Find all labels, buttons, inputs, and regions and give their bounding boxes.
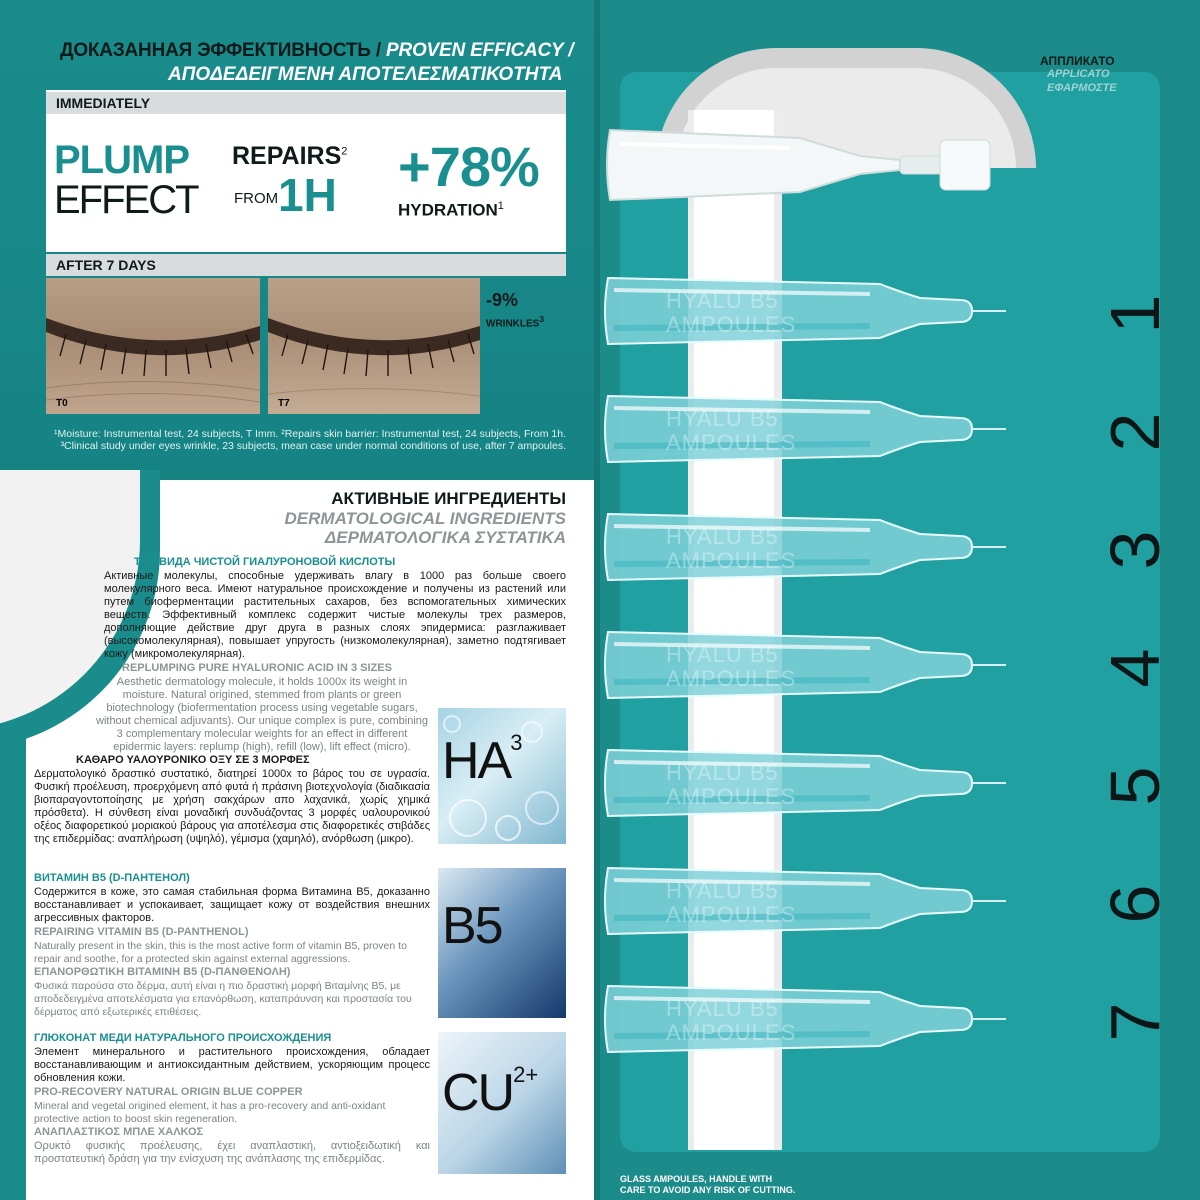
plump-text: PLUMP — [54, 138, 189, 182]
hydration-label: HYDRATION — [398, 200, 498, 220]
band-immediately: IMMEDIATELY — [46, 92, 566, 114]
ampoule-2[interactable] — [600, 386, 1010, 472]
left-panel — [0, 0, 594, 1200]
ampoule-glass — [600, 386, 1010, 472]
ha-en-body: Aesthetic dermatology molecule, it holds 1000x its weight in moisture. Natural origined, stemmed from plants or green biotechnology (biofermentation process using vegetable sugars, without chemical adjuvants). Our unique complex is pure, combining 3 complementary molecular weights for an effect in different epidermic layers: replump (high), refill (low), lift effect (micro). — [96, 676, 428, 753]
ampoule-type: AMPOULES — [666, 312, 797, 337]
ampoule-glass — [600, 740, 1010, 826]
repairs-text — [232, 142, 347, 171]
wrinkles-value: -9% — [486, 290, 519, 310]
applicator[interactable] — [600, 100, 1000, 230]
ampoule-number-7: 7 — [1096, 1002, 1174, 1042]
applicator-label-en: APPLICATO — [1047, 68, 1110, 80]
ampoule-brand: HYALU B5 — [666, 642, 779, 667]
glass-warning-line1: GLASS AMPOULES, HANDLE WITH — [620, 1174, 773, 1184]
ampoule-type: AMPOULES — [666, 430, 797, 455]
repairs-label: REPAIRS — [232, 142, 342, 170]
one-hour-text: 1H — [278, 169, 337, 221]
ampoule-type: AMPOULES — [666, 902, 797, 927]
title-en: PROVEN EFFICACY / — [385, 40, 574, 61]
ha-tile-text — [442, 730, 523, 791]
ampoule-glass — [600, 268, 1010, 354]
cu-tile — [438, 1032, 566, 1174]
b5-gr-body: Φυσικά παρούσα στο δέρμα, αυτή είναι η πιο δραστική μορφή Βιταμίνης Β5, με αποδεδειγμένα αποτελέσματα για επανόρθωση, καταπράυνση και προστασία του δέρματος από εξωτερικές επιθέσεις. — [34, 980, 412, 1018]
eye-photo-t0 — [46, 278, 260, 414]
ampoule-type: AMPOULES — [666, 548, 797, 573]
ampoule-1[interactable] — [600, 268, 1010, 354]
ampoule-brand: HYALU B5 — [666, 288, 779, 313]
wrinkles-label: WRINKLES — [486, 318, 540, 330]
eye-photo-t7 — [268, 278, 480, 414]
glass-warning — [620, 1174, 795, 1196]
wrinkles-text — [486, 314, 544, 329]
ampoule-number-1: 1 — [1096, 294, 1174, 334]
cu-en-body: Mineral and vegetal origined element, it has a pro-recovery and anti-oxidant protective action to boost skin regeneration. — [34, 1100, 386, 1125]
ampoule-4[interactable] — [600, 622, 1010, 708]
ampoule-type: AMPOULES — [666, 1020, 797, 1045]
hydration-footnote-mark: 1 — [497, 200, 504, 212]
cu-en-title: PRO-RECOVERY NATURAL ORIGIN BLUE COPPER — [34, 1086, 303, 1098]
ampoule-glass — [600, 858, 1010, 944]
from-text: FROM — [234, 190, 279, 207]
ampoule-brand: HYALU B5 — [666, 406, 779, 431]
ampoule-7[interactable] — [600, 976, 1010, 1062]
b5-tile-text: B5 — [442, 897, 502, 955]
title-ru: ДОКАЗАННАЯ ЭФФЕКТИВНОСТЬ / — [60, 40, 386, 61]
b5-tile — [438, 868, 566, 1018]
ha-en-title: REPLUMPING PURE HYALURONIC ACID IN 3 SIZES — [122, 662, 392, 674]
ha-gr-title: ΚΑΘΑΡΟ ΥΑΛΟΥΡΟΝΙΚΟ ΟΞΥ ΣΕ 3 ΜΟΡΦΕΣ — [76, 754, 310, 766]
cu-ru-body: Элемент минерального и растительного происхождения, обладает восстанавливающим и антиоксидантным действием, ускоряющим процесс обновления кожи. — [34, 1046, 430, 1084]
ha-ru-title: ТРИ ВИДА ЧИСТОЙ ГИАЛУРОНОВОЙ КИСЛОТЫ — [134, 556, 396, 568]
ha-tile-sup: 3 — [510, 730, 523, 755]
ampoule-number-5: 5 — [1096, 766, 1174, 806]
t0-label: T0 — [56, 398, 68, 409]
applicator-label-ru: АППЛИКАТО — [1040, 54, 1115, 68]
title-line-1 — [60, 40, 573, 62]
ampoule-3[interactable] — [600, 504, 1010, 590]
ampoule-brand: HYALU B5 — [666, 878, 779, 903]
ampoule-brand: HYALU B5 — [666, 996, 779, 1021]
ingredients-heading-en: DERMATOLOGICAL INGREDIENTS — [284, 509, 566, 528]
ampoule-number-6: 6 — [1096, 884, 1174, 924]
ingredients-heading-gr: ΔΕΡΜΑΤΟΛΟΓΙΚΑ ΣΥΣΤΑΤΙΚΑ — [324, 528, 566, 547]
b5-ru-body: Содержится в коже, это самая стабильная форма Витамина В5, доказанно восстанавливает и успокаивает, защищает кожу от воздействия внешних агрессивных факторов. — [34, 886, 430, 924]
ha-gr-body: Δερματολογικό δραστικό συστατικό, διατηρεί 1000x το βάρος του σε υγρασία. Φυσική προέλευση, προερχόμενη από φυτά ή πράσινη βιοτεχνολογία (διαδικασία βιοπαραγοντοποίησης με χρήση σακχάρων απο λαχανικά, χωρίς χημικά πρόσθετα). Η σύνθεση είναι μοναδική συνδυάζοντας 3 μορφές υαλουρονικού οξέος διαφορετικού μοριακού βάρους για αποτέλεσμα στις διαφορετικές στιβάδες της επιδερμίδας: αναπλήρωση (υψηλό), γέμισμα (χαμηλό), ανόρθωση (μικρο). — [34, 768, 430, 845]
ha-tile — [438, 708, 566, 844]
glass-warning-line2: CARE TO AVOID ANY RISK OF CUTTING. — [620, 1185, 796, 1195]
ampoule-number-2: 2 — [1096, 412, 1174, 452]
ampoule-brand: HYALU B5 — [666, 760, 779, 785]
ampoule-5[interactable] — [600, 740, 1010, 826]
cu-ru-title: ГЛЮКОНАТ МЕДИ НАТУРАЛЬНОГО ПРОИСХОЖДЕНИЯ — [34, 1032, 332, 1044]
hydration-text — [398, 200, 504, 221]
ampoule-glass — [600, 622, 1010, 708]
b5-en-body: Naturally present in the skin, this is the most active form of vitamin B5, proven to repair and soothe, for a protected skin against external aggressions. — [34, 940, 407, 965]
b5-ru-title: ВИТАМИН В5 (D-ПАНТЕНОЛ) — [34, 872, 190, 884]
b5-gr-title: ΕΠΑΝΟΡΘΩΤΙΚΗ ΒΙΤΑΜΙΝΗ Β5 (D-ΠΑΝΘΕΝΟΛΗ) — [34, 966, 291, 978]
title-gr: ΑΠΟΔΕΔΕΙΓΜΕΝΗ ΑΠΟΤΕΛΕΣΜΑΤΙΚΟΤΗΤΑ — [168, 64, 563, 85]
ampoule-number-3: 3 — [1096, 530, 1174, 570]
ampoule-type: AMPOULES — [666, 666, 797, 691]
ampoule-6[interactable] — [600, 858, 1010, 944]
cu-gr-title: ΑΝΑΠΛΑΣΤΙΚΟΣ ΜΠΛΕ ΧΑΛΚΟΣ — [34, 1126, 204, 1138]
cu-tile-label: CU — [442, 1064, 514, 1122]
cu-tile-sup: 2+ — [513, 1062, 539, 1087]
footnote: ¹Moisture: Instrumental test, 24 subjects, T Imm. ²Repairs skin barrier: Instrumental test, 24 subjects, From 1h. ³Clinical study under eyes wrinkle, 23 subjects, mean case under normal conditions of use, after 7 ampoules. — [54, 428, 566, 452]
ampoule-glass — [600, 976, 1010, 1062]
b5-en-title: REPAIRING VITAMIN B5 (D-PANTHENOL) — [34, 926, 249, 938]
ampoule-brand: HYALU B5 — [666, 524, 779, 549]
hydration-value: +78% — [398, 135, 539, 198]
ingredients-heading-ru: АКТИВНЫЕ ИНГРЕДИЕНТЫ — [331, 489, 566, 508]
cu-tile-text — [442, 1062, 538, 1123]
ampoule-glass — [600, 504, 1010, 590]
ampoule-number-4: 4 — [1096, 648, 1174, 688]
effect-text: EFFECT — [54, 178, 198, 222]
band-after-7-days: AFTER 7 DAYS — [46, 254, 566, 276]
t7-label: T7 — [278, 398, 290, 409]
repairs-footnote-mark: 2 — [341, 145, 348, 158]
cu-gr-body: Ορυκτό φυσικής προέλευσης, έχει αναπλαστική, αντιοξειδωτική και προστατευτική δράση για την ενίσχυση της ανάπλασης της επιδερμίδας. — [34, 1140, 430, 1165]
wrinkles-footnote-mark: 3 — [539, 314, 544, 324]
ha-tile-label: HA — [442, 732, 511, 790]
ha-ru-body: Активные молекулы, способные удерживать влагу в 1000 раз больше своего молекулярного веса. Имеют натуральное происхождение и получены из растений или путем биоферментации растительных сахаров, без вспомогательных химических веществ. Эффективный комплекс содержит чистые молекулы трех размеров, дополняющие действие друг друга в разных слоях эпидермиса: разглаживает (высокомолекулярная), повышает упругость (низкомолекулярная), заметно подтягивает кожу (микромолекулярная). — [104, 570, 566, 660]
ampoule-type: AMPOULES — [666, 784, 797, 809]
applicator-label-gr: ΕΦΑΡΜΟΣΤΕ — [1047, 82, 1117, 94]
